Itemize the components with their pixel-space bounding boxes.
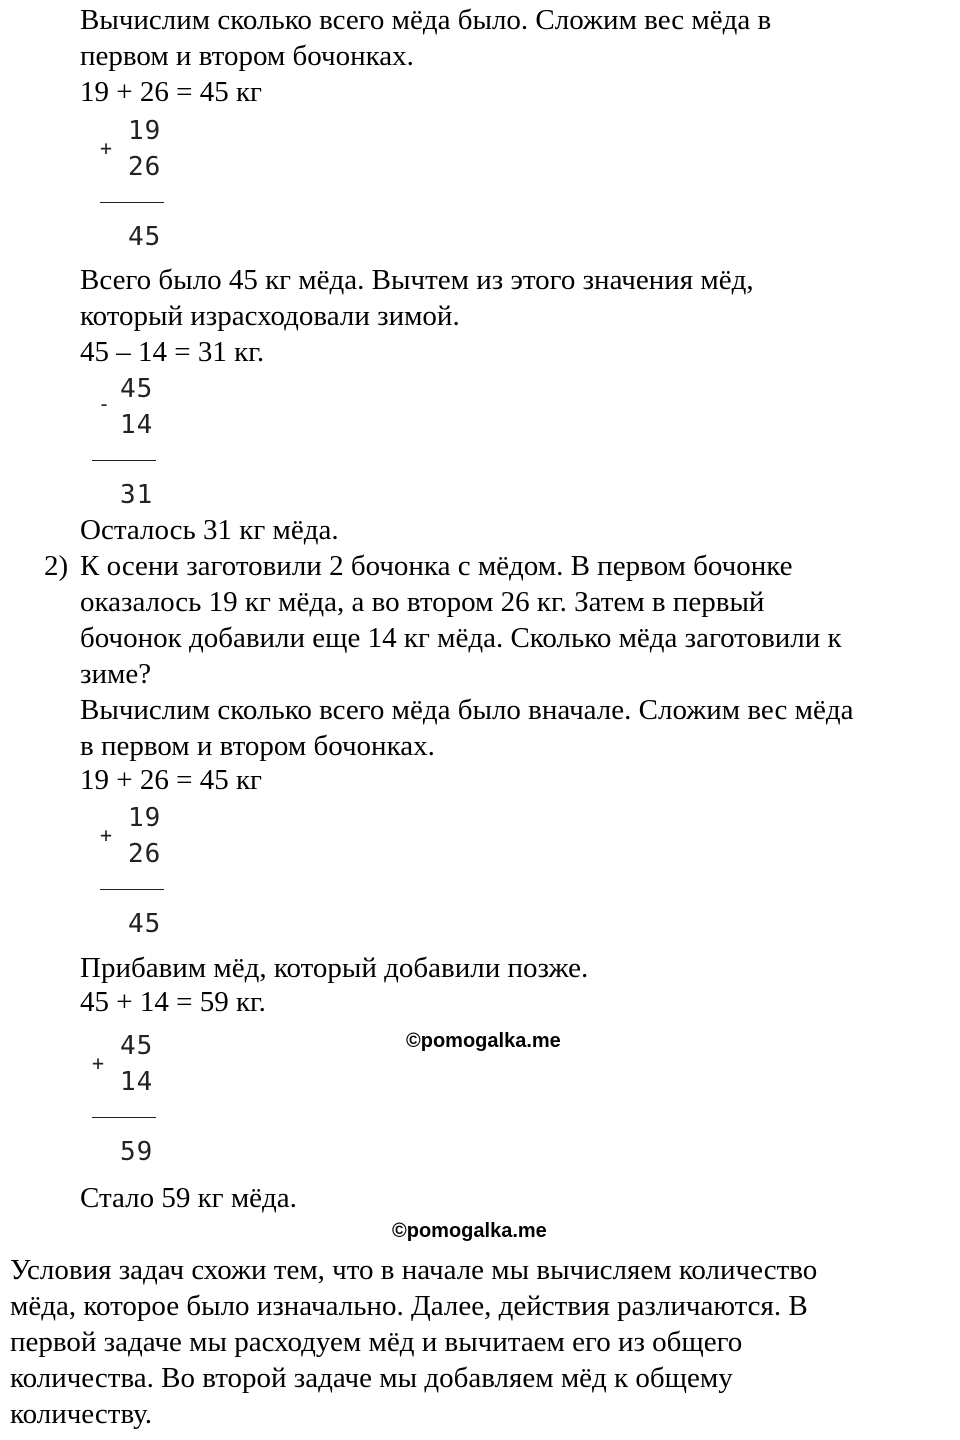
plus-sign: + <box>100 823 113 847</box>
task2-conclusion: Стало 59 кг мёда. <box>80 1182 297 1214</box>
task1-equation: 45 – 14 = 31 кг. <box>80 336 265 368</box>
addend-top: 19 <box>128 116 162 146</box>
task2-condition-line: зиме? <box>80 658 152 690</box>
task2-number: 2) <box>44 550 69 582</box>
column-addition <box>92 1029 172 1167</box>
addend-bottom: 14 <box>120 1067 154 1097</box>
task2-equation: 45 + 14 = 59 кг. <box>80 986 266 1018</box>
watermark: ©pomogalka.me <box>392 1220 547 1242</box>
addend-top: 45 <box>120 1031 154 1061</box>
minus-sign: - <box>98 392 111 416</box>
summary-line: мёда, которое было изначально. Далее, действия различаются. В <box>10 1290 808 1322</box>
task2-text-line: Прибавим мёд, который добавили позже. <box>80 952 589 984</box>
watermark: ©pomogalka.me <box>406 1030 561 1052</box>
task2-condition-line: К осени заготовили 2 бочонка с мёдом. В первом бочонке <box>80 550 793 582</box>
sum-line <box>100 889 164 890</box>
addend-top: 19 <box>128 803 162 833</box>
summary-line: количества. Во второй задаче мы добавляем мёд к общему <box>10 1362 733 1394</box>
sum-result: 45 <box>128 909 162 939</box>
task2-condition-line: бочонок добавили еще 14 кг мёда. Сколько мёда заготовили к <box>80 622 842 654</box>
task2-text-line: Вычислим сколько всего мёда было вначале. Сложим вес мёда <box>80 694 854 726</box>
task1-equation: 19 + 26 = 45 кг <box>80 76 262 108</box>
column-subtraction <box>92 372 172 510</box>
sum-result: 59 <box>120 1137 154 1167</box>
sum-line <box>100 202 164 203</box>
task2-condition-line: оказалось 19 кг мёда, а во втором 26 кг. Затем в первый <box>80 586 765 618</box>
sum-line <box>92 1117 156 1118</box>
subtrahend: 14 <box>120 410 154 440</box>
task1-conclusion: Осталось 31 кг мёда. <box>80 514 339 546</box>
column-addition <box>100 801 180 939</box>
addend-bottom: 26 <box>128 839 162 869</box>
column-addition <box>100 114 180 252</box>
summary-line: Условия задач схожи тем, что в начале мы вычисляем количество <box>10 1254 818 1286</box>
plus-sign: + <box>100 136 113 160</box>
task1-text-line: Вычислим сколько всего мёда было. Сложим вес мёда в <box>80 4 772 36</box>
summary-line: количеству. <box>10 1398 152 1430</box>
difference-result: 31 <box>120 480 154 510</box>
minuend: 45 <box>120 374 154 404</box>
sum-result: 45 <box>128 222 162 252</box>
addend-bottom: 26 <box>128 152 162 182</box>
difference-line <box>92 460 156 461</box>
task1-text-line: Всего было 45 кг мёда. Вычтем из этого значения мёд, <box>80 264 754 296</box>
task2-text-line: в первом и втором бочонках. <box>80 730 435 762</box>
task1-text-line: который израсходовали зимой. <box>80 300 460 332</box>
task2-equation: 19 + 26 = 45 кг <box>80 764 262 796</box>
plus-sign: + <box>92 1051 105 1075</box>
summary-line: первой задаче мы расходуем мёд и вычитаем его из общего <box>10 1326 743 1358</box>
task1-text-line: первом и втором бочонках. <box>80 40 414 72</box>
